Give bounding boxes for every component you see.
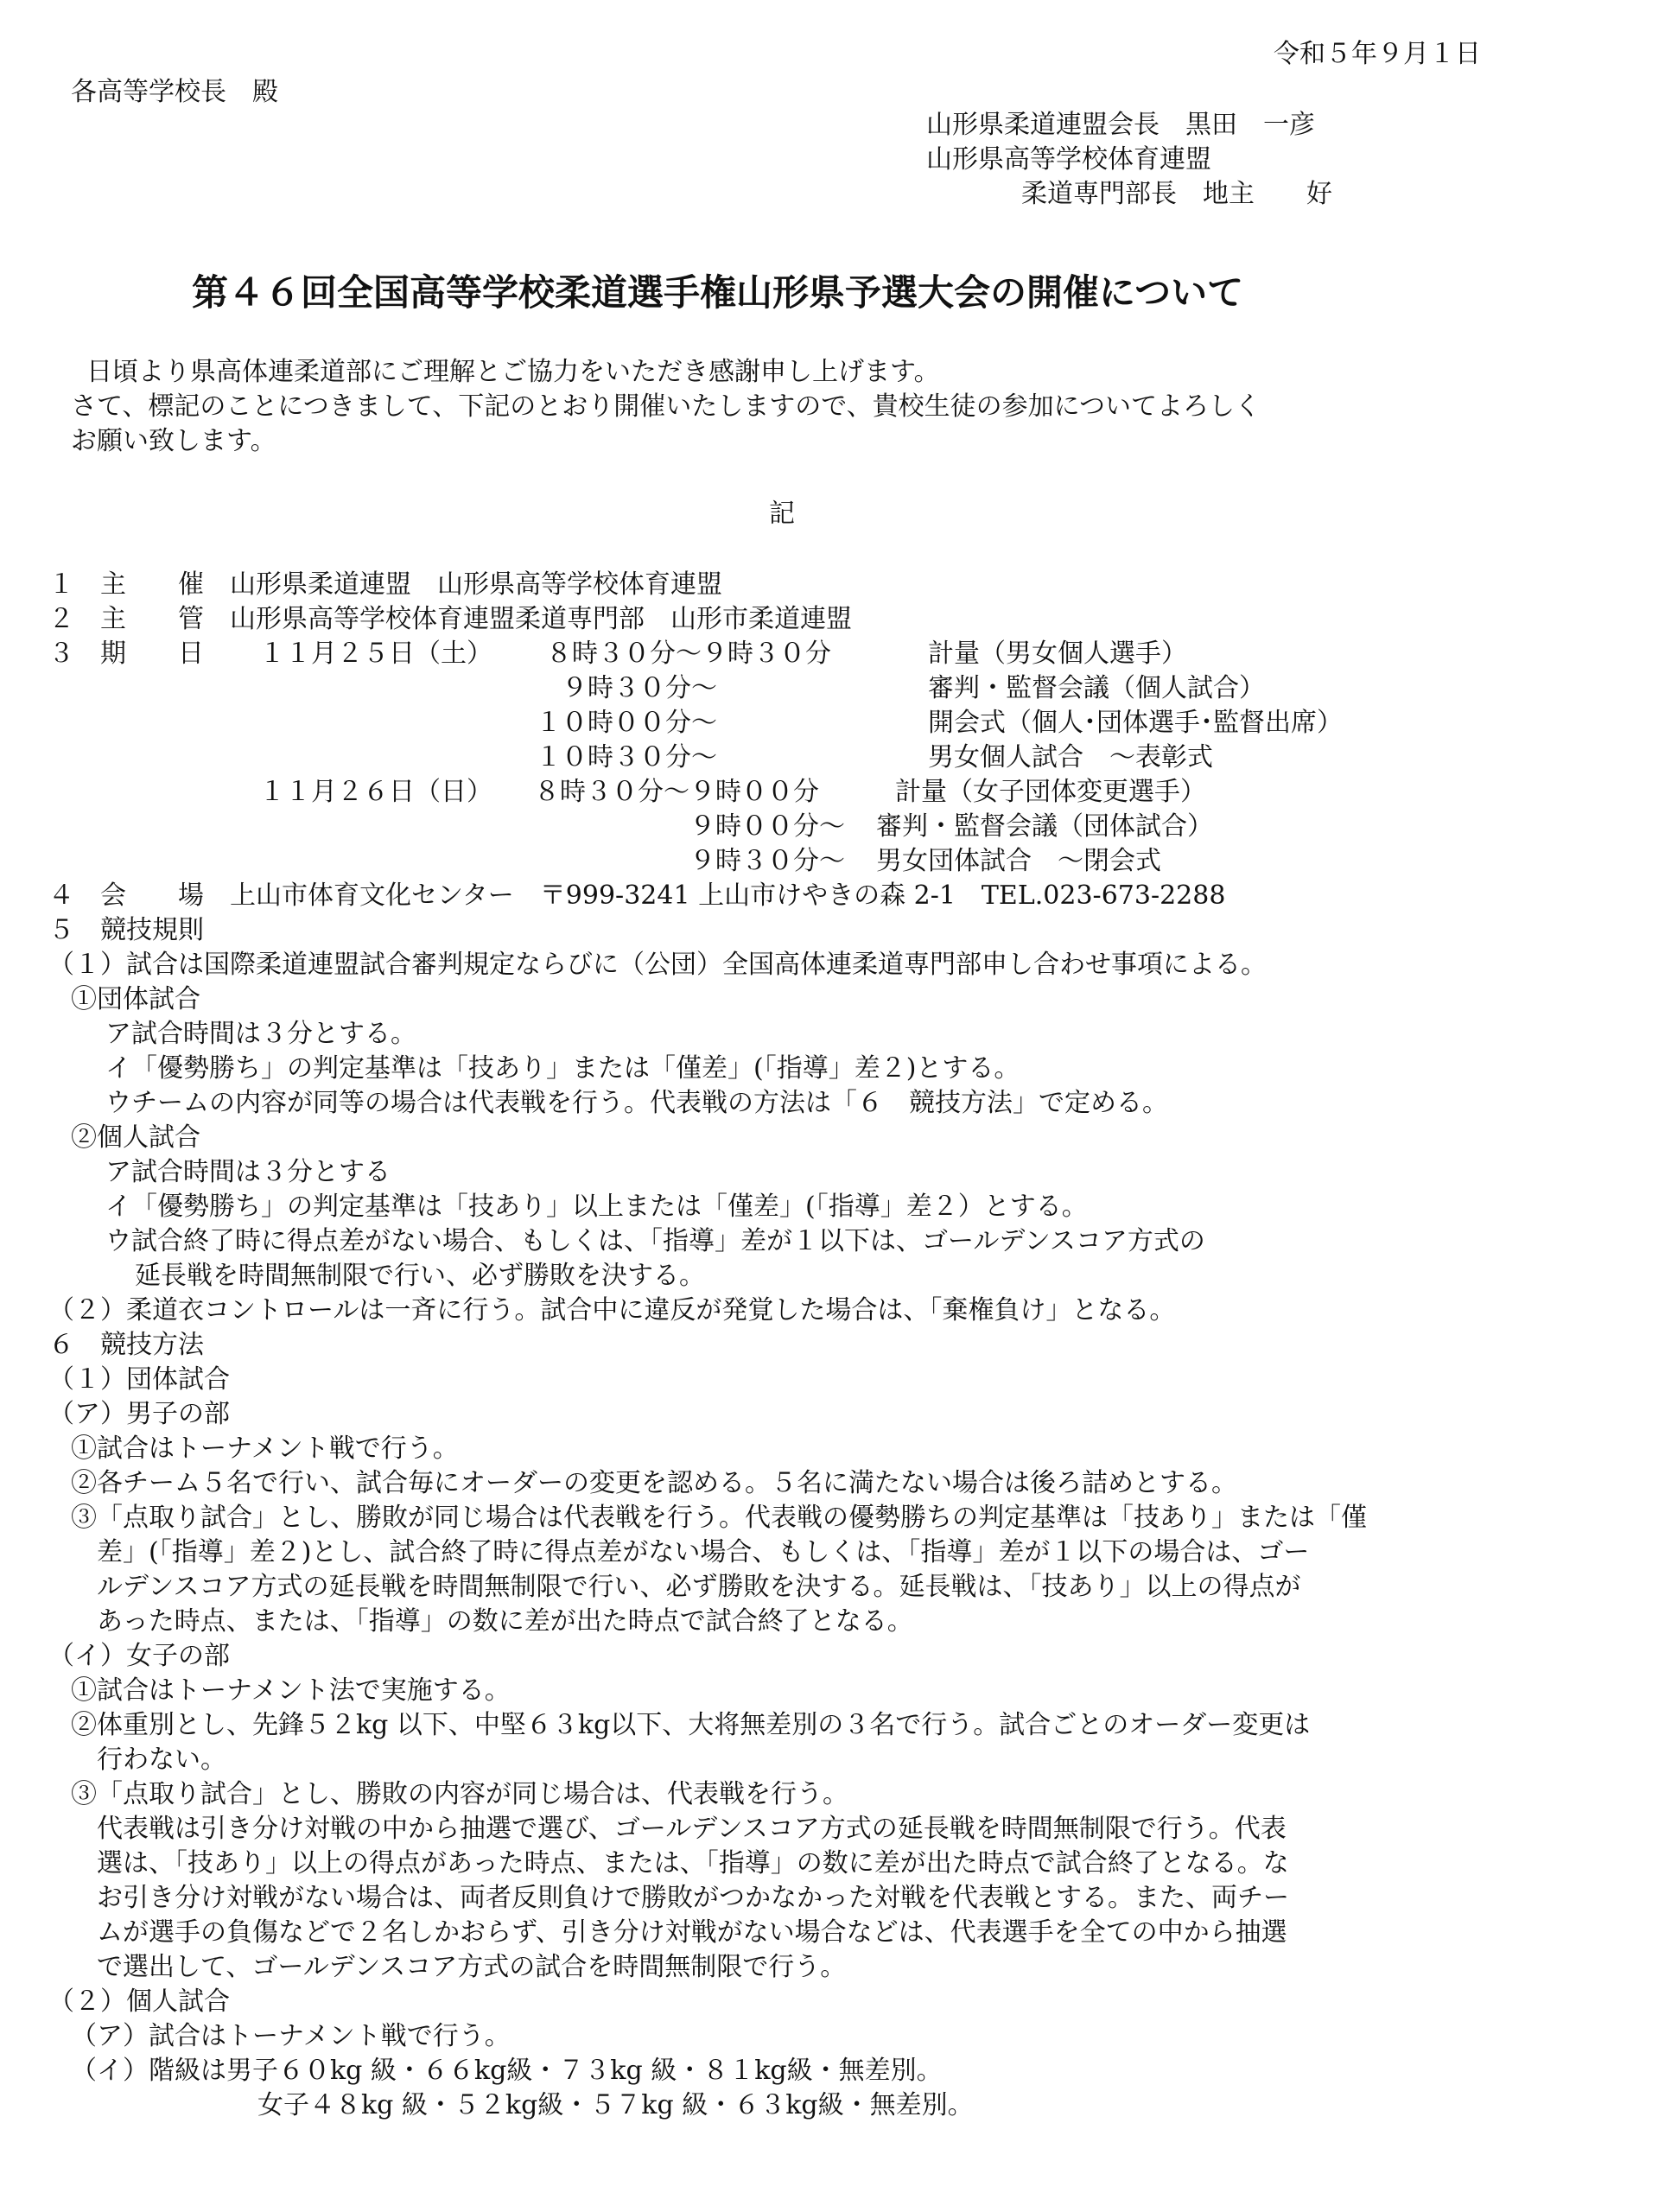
day1-time-2: ９時３０分～ bbox=[562, 673, 717, 703]
day2-time-2: ９時００分～ bbox=[689, 811, 845, 842]
day1-event-1: 計量（男女個人選手） bbox=[928, 639, 1187, 669]
addressee: 各高等学校長 殿 bbox=[71, 77, 278, 107]
methods-line: （イ）女子の部 bbox=[48, 1641, 230, 1671]
methods-line: 女子４８kg 級・５２kg級・５７kg 級・６３kg級・無差別。 bbox=[257, 2090, 974, 2120]
day2-time-1: ８時３０分～９時００分 bbox=[534, 777, 819, 807]
day2-time-3: ９時３０分～ bbox=[689, 846, 845, 876]
document-date: 令和５年９月１日 bbox=[1274, 39, 1481, 69]
rules-line: 延長戦を時間無制限で行い、必ず勝敗を決する。 bbox=[135, 1261, 705, 1291]
methods-line: で選出して、ゴールデンスコア方式の試合を時間無制限で行う。 bbox=[97, 1952, 847, 1982]
sender-line-2: 山形県高等学校体育連盟 bbox=[926, 144, 1211, 175]
day2-event-2: 審判・監督会議（団体試合） bbox=[876, 811, 1213, 842]
methods-line: ②各チーム５名で行い、試合毎にオーダーの変更を認める。５名に満たない場合は後ろ詰めとする。 bbox=[71, 1468, 1237, 1498]
day1-event-4: 男女個人試合 ～表彰式 bbox=[928, 742, 1213, 772]
methods-line: ①試合はトーナメント法で実施する。 bbox=[71, 1675, 511, 1706]
rules-line: （２）柔道衣コントロールは一斉に行う。試合中に違反が発覚した場合は、「棄権負け」となる。 bbox=[48, 1295, 1176, 1325]
day1-date: １１月２５日（土） bbox=[259, 639, 492, 669]
methods-line: 行わない。 bbox=[97, 1745, 226, 1775]
day1-event-3: 開会式（個人･団体選手･監督出席） bbox=[928, 708, 1343, 738]
rules-heading: ５ 競技規則 bbox=[48, 915, 204, 945]
methods-line: ②体重別とし、先鋒５２kg 以下、中堅６３kg以下、大将無差別の３名で行う。試合ごとのオーダー変更は bbox=[71, 1710, 1311, 1740]
day1-time-3: １０時００分～ bbox=[536, 708, 717, 738]
rules-line: ②個人試合 bbox=[71, 1122, 200, 1153]
methods-line: ムが選手の負傷などで２名しかおらず、引き分け対戦がない場合などは、代表選手を全ての中から抽選 bbox=[97, 1917, 1287, 1948]
methods-line: ①試合はトーナメント戦で行う。 bbox=[71, 1433, 459, 1464]
day2-event-3: 男女団体試合 ～閉会式 bbox=[876, 846, 1161, 876]
item-host: １ 主 催 山形県柔道連盟 山形県高等学校体育連盟 bbox=[48, 569, 722, 600]
ki-heading: 記 bbox=[769, 499, 795, 529]
methods-line: お引き分け対戦がない場合は、両者反則負けで勝敗がつかなかった対戦を代表戦とする。また、両チー bbox=[97, 1883, 1289, 1913]
rules-line: ア試合時間は３分とする bbox=[105, 1157, 391, 1187]
rules-line: ①団体試合 bbox=[71, 984, 200, 1014]
methods-line: 選は、「技あり」以上の得点があった時点、または、「指導」の数に差が出た時点で試合終了となる。な bbox=[97, 1848, 1289, 1878]
rules-line: ウチームの内容が同等の場合は代表戦を行う。代表戦の方法は「６ 競技方法」で定める。 bbox=[105, 1088, 1168, 1118]
methods-line: （２）個人試合 bbox=[48, 1986, 230, 2017]
intro-line-2: さて、標記のことにつきまして、下記のとおり開催いたしますので、貴校生徒の参加についてよろしく bbox=[71, 391, 1261, 422]
sender-line-3: 柔道専門部長 地主 好 bbox=[1021, 179, 1332, 209]
intro-line-1: 日頃より県高体連柔道部にご理解とご協力をいただき感謝申し上げます。 bbox=[86, 357, 940, 387]
intro-line-3: お願い致します。 bbox=[71, 426, 276, 456]
day2-event-1: 計量（女子団体変更選手） bbox=[895, 777, 1206, 807]
methods-line: ③「点取り試合」とし、勝敗の内容が同じ場合は、代表戦を行う。 bbox=[71, 1779, 848, 1809]
methods-line: （１）団体試合 bbox=[48, 1364, 230, 1395]
day1-time-4: １０時３０分～ bbox=[536, 742, 717, 772]
methods-line: （ア）試合はトーナメント戦で行う。 bbox=[71, 2021, 511, 2051]
rules-line: （１）試合は国際柔道連盟試合審判規定ならびに（公団）全国高体連柔道専門部申し合わせ事項による。 bbox=[48, 950, 1267, 980]
methods-line: あった時点、または、「指導」の数に差が出た時点で試合終了となる。 bbox=[97, 1606, 913, 1637]
methods-line: ③「点取り試合」とし、勝敗が同じ場合は代表戦を行う。代表戦の優勢勝ちの判定基準は「技あり」または「僅 bbox=[71, 1503, 1367, 1533]
methods-line: 差」(「指導」差２)とし、試合終了時に得点差がない場合、もしくは、「指導」差が１以下の場合は、ゴー bbox=[97, 1537, 1310, 1567]
document-title: 第４６回全国高等学校柔道選手権山形県予選大会の開催について bbox=[192, 271, 1244, 314]
methods-line: 代表戦は引き分け対戦の中から抽選で選び、ゴールデンスコア方式の延長戦を時間無制限で行う。代表 bbox=[97, 1814, 1287, 1844]
rules-line: イ「優勢勝ち」の判定基準は「技あり」以上または「僅差」(「指導」差２）とする。 bbox=[105, 1192, 1088, 1222]
day1-time-1: ８時３０分～９時３０分 bbox=[546, 639, 831, 669]
rules-line: イ「優勢勝ち」の判定基準は「技あり」または「僅差」(「指導」差２)とする。 bbox=[105, 1053, 1020, 1084]
item-period-label: ３ 期 日 bbox=[48, 639, 204, 669]
rules-line: ウ試合終了時に得点差がない場合、もしくは、「指導」差が１以下は、ゴールデンスコア方式の bbox=[105, 1226, 1205, 1256]
item-venue: ４ 会 場 上山市体育文化センター 〒999-3241 上山市けやきの森 2-1 TEL.023-673-2288 bbox=[48, 880, 1226, 911]
item-manage: ２ 主 管 山形県高等学校体育連盟柔道専門部 山形市柔道連盟 bbox=[48, 604, 852, 634]
methods-heading: ６ 競技方法 bbox=[48, 1330, 204, 1360]
day1-event-2: 審判・監督会議（個人試合） bbox=[928, 673, 1265, 703]
sender-line-1: 山形県柔道連盟会長 黒田 一彦 bbox=[926, 110, 1315, 140]
day2-date: １１月２６日（日） bbox=[259, 777, 492, 807]
methods-line: （イ）階級は男子６０kg 級・６６kg級・７３kg 級・８１kg級・無差別。 bbox=[71, 2056, 943, 2086]
methods-line: ルデンスコア方式の延長戦を時間無制限で行い、必ず勝敗を決する。延長戦は、「技あり」以上の得点が bbox=[97, 1572, 1301, 1602]
methods-line: （ア）男子の部 bbox=[48, 1399, 230, 1429]
rules-line: ア試合時間は３分とする。 bbox=[105, 1019, 416, 1049]
